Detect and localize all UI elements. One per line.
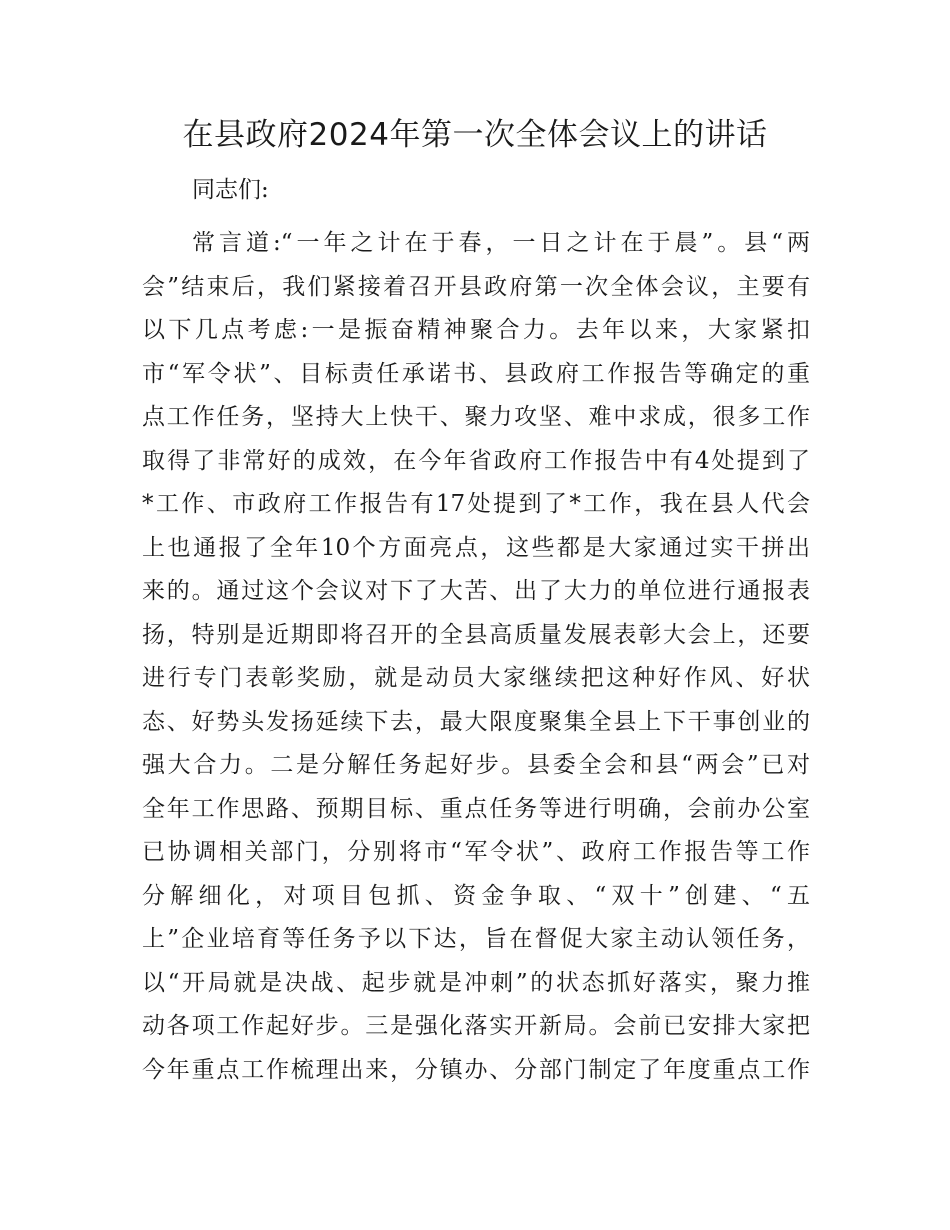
document-title: 在县政府2024年第一次全体会议上的讲话 xyxy=(182,117,768,153)
text-line: 强大合力。二是分解任务起好步。县委全会和县“两会”已对 xyxy=(142,752,810,778)
text-line: 以“开局就是决战、起步就是冲刺”的状态抓好落实，聚力推 xyxy=(142,969,810,996)
text-line: 进行专门表彰奖励，就是动员大家继续把这种好作风、好状 xyxy=(142,665,810,691)
text-line: *工作、市政府工作报告有17处提到了*工作，我在县人代会 xyxy=(142,491,810,517)
text-line: 点工作任务，坚持大上快干、聚力攻坚、难中求成，很多工作 xyxy=(142,404,810,430)
text-line: 今年重点工作梳理出来，分镇办、分部门制定了年度重点工作 xyxy=(142,1056,810,1083)
text-line: 以下几点考虑:一是振奋精神聚合力。去年以来，大家紧扣 xyxy=(142,317,810,343)
text-line: 已协调相关部门，分别将市“军令状”、政府工作报告等工作 xyxy=(142,839,810,865)
text-line: 扬，特别是近期即将召开的全县高质量发展表彰大会上，还要 xyxy=(142,621,810,648)
text-line: 动各项工作起好步。三是强化落实开新局。会前已安排大家把 xyxy=(142,1013,810,1039)
salutation: 同志们: xyxy=(192,177,269,203)
text-line: 常言道:“一年之计在于春，一日之计在于晨”。县“两 xyxy=(192,230,810,256)
text-line: 市“军令状”、目标责任承诺书、县政府工作报告等确定的重 xyxy=(142,360,810,387)
text-line: 态、好势头发扬延续下去，最大限度聚集全县上下干事创业的 xyxy=(142,708,810,735)
text-line: 会”结束后，我们紧接着召开县政府第一次全体会议，主要有 xyxy=(142,273,810,300)
text-line: 上”企业培育等任务予以下达，旨在督促大家主动认领任务， xyxy=(142,926,810,952)
text-line: 上也通报了全年10个方面亮点，这些都是大家通过实干拼出 xyxy=(142,534,810,561)
text-line: 来的。通过这个会议对下了大苦、出了大力的单位进行通报表 xyxy=(142,578,810,604)
text-line: 全年工作思路、预期目标、重点任务等进行明确，会前办公室 xyxy=(142,795,810,822)
body-text xyxy=(142,222,810,1092)
text-line: 分解细化，对项目包抓、资金争取、“双十”创建、“五 xyxy=(142,882,810,909)
text-line: 取得了非常好的成效，在今年省政府工作报告中有4处提到了 xyxy=(142,447,810,474)
